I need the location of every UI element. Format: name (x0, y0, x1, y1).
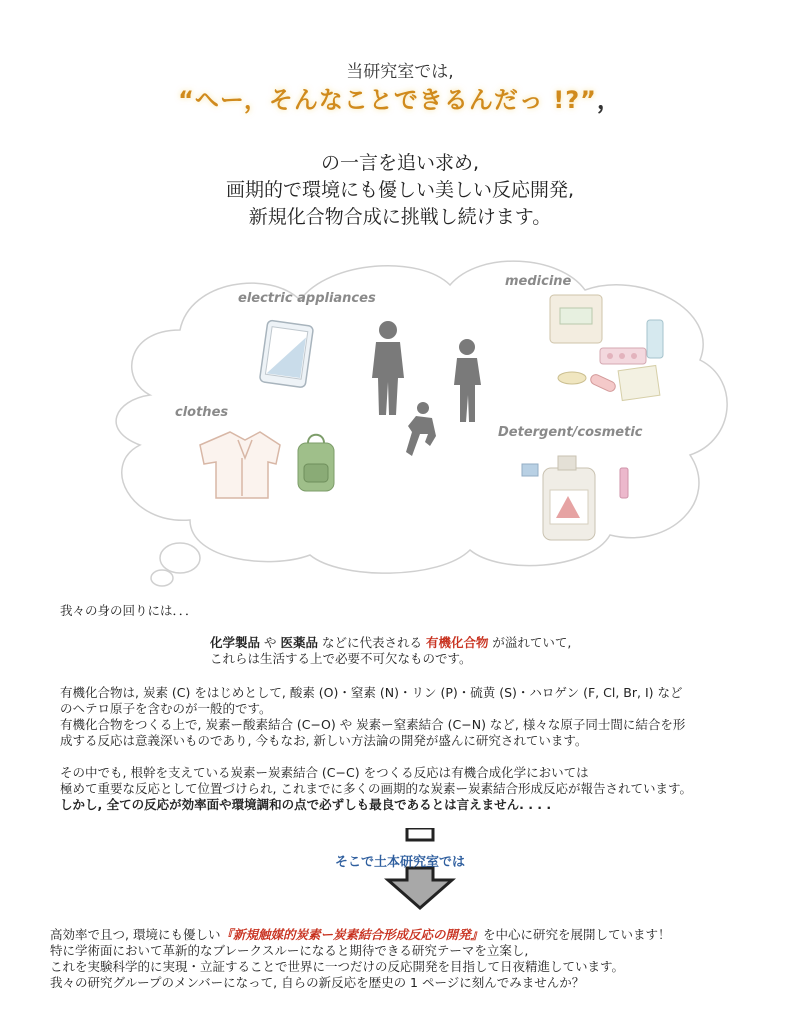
tagline-comma: ， (596, 86, 622, 114)
text-line: 特に学術面において革新的なブレークスルーになると期待できる研究テーマを立案し, (50, 943, 529, 958)
text-segment: が溢れていて, (488, 635, 572, 650)
detergent-icon (522, 456, 628, 540)
label-detergent-cosmetic: Detergent/cosmetic (498, 425, 643, 440)
label-electric-appliances: electric appliances (238, 291, 376, 306)
mission-line: 新規化合物合成に挑戦し続けます。 (248, 206, 552, 228)
text-line: 有機化合物は, 炭素 (C) をはじめとして, 酸素 (O)・窒素 (N)・リン (P)・硫黄 (S)・ハロゲン (F, Cl, Br, I) など (60, 685, 683, 700)
highlight-chemical-products: 化学製品 (210, 635, 261, 650)
text-line: その中でも, 根幹を支えている炭素ー炭素結合 (C−C) をつくる反応は有機合成化学においては (60, 765, 589, 780)
highlight-organic-compounds: 有機化合物 (425, 635, 489, 650)
tagline-text: “へー，そんなことできるんだっ !?” (178, 86, 597, 114)
paragraph-intro: 我々の身の回りには．．． (60, 603, 198, 618)
research-line-1 (50, 927, 795, 943)
text-line: 有機化合物をつくる上で, 炭素ー酸素結合 (C−O) や 炭素ー窒素結合 (C−N) など, 様々な原子同士間に結合を形 (60, 717, 686, 732)
thought-cloud-illustration (80, 250, 740, 590)
transition-label: そこで土本研究室では (334, 855, 465, 870)
paragraph-research (50, 927, 795, 991)
products-line-1 (210, 635, 770, 651)
text-segment: 高効率で且つ, 環境にも優しい (50, 927, 221, 942)
text-segment: などに代表される (317, 635, 426, 650)
backpack-icon (298, 435, 334, 491)
text-line-bold: しかし, 全ての反応が効率面や環境調和の点で必ずしも最良であるとは言えません. . . . (60, 797, 552, 812)
medicine-icon (550, 295, 663, 400)
family-silhouette-icon (372, 321, 481, 456)
text-line: これを実験科学的に実現・立証することで世界に一つだけの反応開発を目指して日夜精進しています。 (50, 959, 625, 974)
transition-text (0, 851, 800, 870)
text-line: のヘテロ原子を含むのが一般的です。 (60, 701, 272, 716)
tagline (0, 84, 800, 116)
label-medicine: medicine (505, 274, 572, 289)
text-line: 極めて重要な反応として位置づけられ, これまでに多くの画期的な炭素ー炭素結合形成反応が報告されています。 (60, 781, 692, 796)
shirt-icon (200, 432, 280, 498)
text-segment: や (260, 635, 281, 650)
highlight-research-theme: 『新規触媒的炭素ー炭素結合形成反応の開発』 (220, 927, 483, 942)
paragraph-heteroatoms (60, 685, 780, 749)
label-clothes: clothes (175, 405, 229, 420)
text-line: 我々の研究グループのメンバーになって, 自らの新反応を歴史の 1 ページに刻んでみませんか？ (50, 975, 585, 990)
mission-line: の一言を追い求め, (320, 152, 480, 174)
products-line-2: これらは生活する上で必要不可欠なものです。 (210, 651, 472, 666)
intro-text: 当研究室では, (346, 62, 454, 82)
highlight-pharmaceuticals: 医薬品 (280, 635, 318, 650)
text-line: 成する反応は意義深いものであり, 今もなお, 新しい方法論の開発が盛んに研究されています。 (60, 733, 588, 748)
text-segment: を中心に研究を展開しています！ (482, 927, 671, 942)
paragraph-cc-bond (60, 765, 780, 813)
mission-statement (0, 150, 800, 231)
mission-line: 画期的で環境にも優しい美しい反応開発, (225, 179, 575, 201)
tablet-icon (259, 320, 313, 388)
paragraph-products (210, 635, 770, 667)
